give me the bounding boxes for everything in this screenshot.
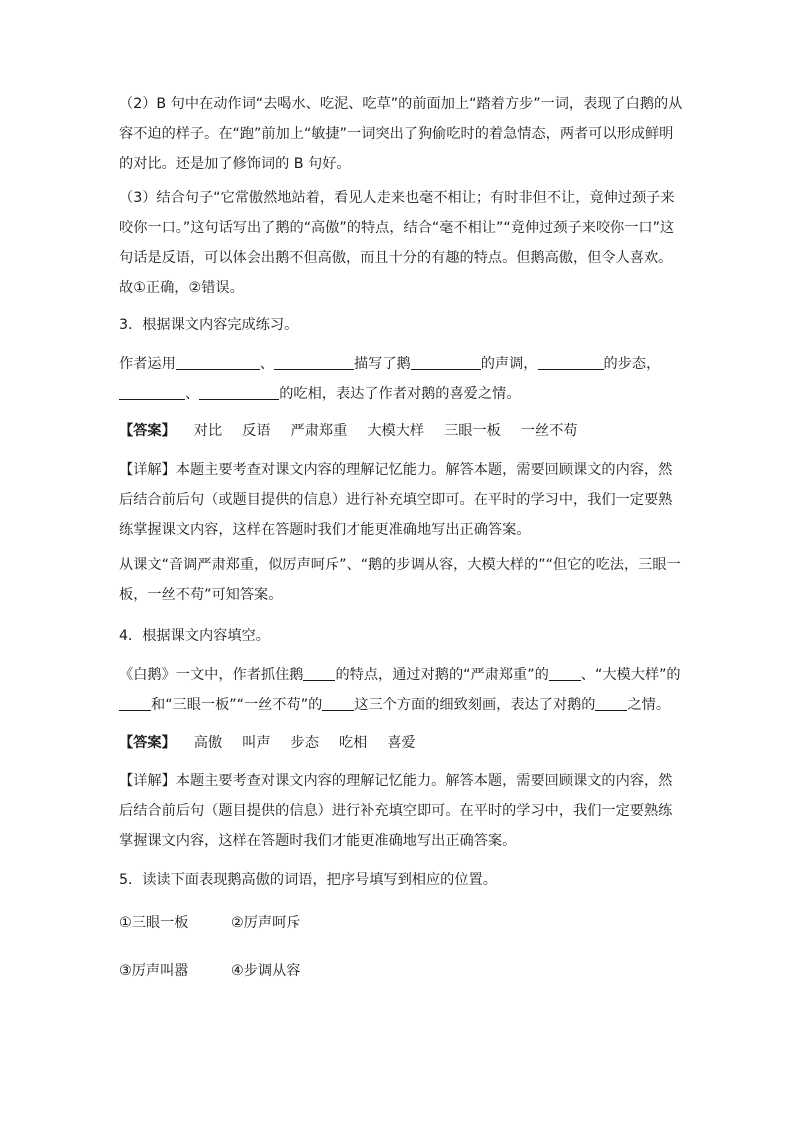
answer-4: 【答案】 高傲 叫声 步态 吃相 喜爱	[119, 735, 416, 751]
answer-blank	[199, 383, 279, 400]
option-item: ①三眼一板	[119, 915, 189, 931]
answer-blank	[119, 383, 185, 400]
question-5-options-row-2	[119, 956, 679, 986]
answer-tag: 【答案】	[119, 423, 176, 439]
explanation-3: （3）结合句子“它常傲然地站着，看见人走来也毫不相让；有时非但不让，竟伸过颈子来 咬你一口。”这句话写出了鹅的“高傲”的特点，结合“毫不相让”“竟伸过颈子来咬你一口”这 句话是反语，可以体会出鹅不但高傲，而且十分的有趣的特点。但鹅高傲，但令人喜欢。 故①正确，②错误。	[119, 190, 675, 296]
option-item: ④步调从容	[231, 963, 301, 979]
question-4-body: 《白鹅》一文中，作者抓住鹅 的特点，通过对鹅的“严肃郑重”的 、“大模大样”的 和“三眼一板”“一丝不苟”的 这三个方面的细致刻画，表达了对鹅的 之情。	[119, 660, 679, 720]
answer-blank	[303, 664, 335, 681]
detail-4: 【详解】本题主要考查对课文内容的理解记忆能力。解答本题，需要回顾课文的内容，然 后结合前后句（题目提供的信息）进行补充填空即可。在平时的学习中，我们一定要熟练 掌握课文内容，这样在答题时我们才能更准确地写出正确答案。	[119, 773, 673, 849]
question-3-body: 作者运用 、 描写了鹅 的声调， 的步态， 、 的吃相，表达了作者对鹅的喜爱之情。	[119, 349, 679, 409]
answer-blank	[595, 694, 627, 711]
answer-blank	[119, 694, 151, 711]
answer-blank	[322, 694, 354, 711]
answer-blank	[411, 353, 481, 370]
detail-3: 【详解】本题主要考查对课文内容的理解记忆能力。解答本题，需要回顾课文的内容，然 后结合前后句（或题目提供的信息）进行补充填空即可。在平时的学习中，我们一定要熟 练掌握课文内容，这样在答题时我们才能更准确地写出正确答案。	[119, 462, 673, 538]
question-5-title: 5．读读下面表现鹅高傲的词语，把序号填写到相应的位置。	[119, 872, 497, 888]
question-3-title: 3．根据课文内容完成练习。	[119, 317, 299, 333]
answer-3: 【答案】 对比 反语 严肃郑重 大模大样 三眼一板 一丝不苟	[119, 423, 578, 439]
option-item: ②厉声呵斥	[231, 915, 301, 931]
extra-3: 从课文“音调严肃郑重，似厉声呵斥”、“鹅的步调从容，大模大样的”“但它的吃法，三眼一 板，一丝不苟”可知答案。	[119, 557, 681, 603]
answer-tag: 【答案】	[119, 735, 176, 751]
question-4-title: 4．根据课文内容填空。	[119, 628, 270, 644]
explanation-2: （2）B 句中在动作词“去喝水、吃泥、吃草”的前面加上“踏着方步”一词，表现了白鹅的从 容不迫的样子。在“跑”前加上“敏捷”一词突出了狗偷吃时的着急情态，两者可以形成鲜明 的对比。还是加了修饰词的 B 句好。	[119, 96, 683, 172]
question-5-options-row-1	[119, 908, 679, 938]
answer-blank	[274, 353, 354, 370]
answer-blank	[176, 353, 260, 370]
answer-blank	[538, 353, 604, 370]
option-item: ③厉声叫嚣	[119, 963, 189, 979]
answer-blank	[549, 664, 581, 681]
